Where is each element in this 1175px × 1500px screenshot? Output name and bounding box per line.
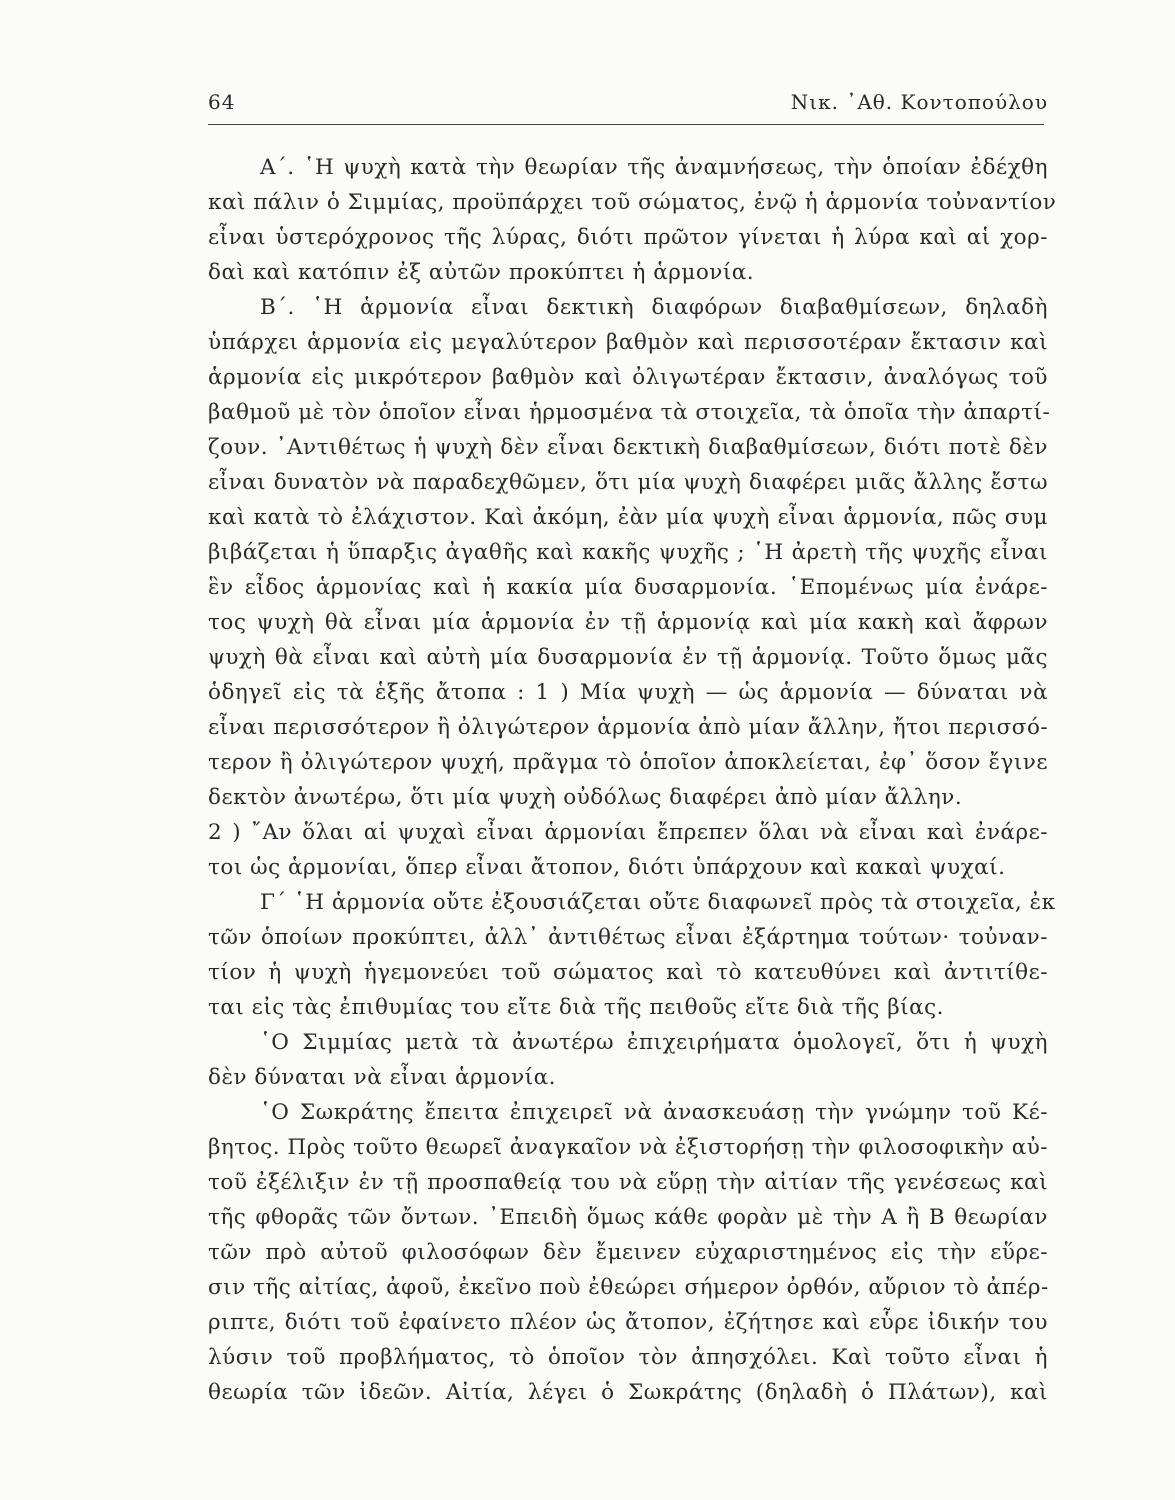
text-line: ὑπάρχει ἁρμονία εἰς μεγαλύτερον βαθμὸν καὶ περισσοτέραν ἔκτασιν καὶ [208,330,1048,355]
text-line: εἶναι ὑστερόχρονος τῆς λύρας, διότι πρῶτον γίνεται ἡ λύρα καὶ αἱ χορ- [208,225,1048,250]
text-line: σιν τῆς αἰτίας, ἀφοῦ, ἐκεῖνο ποὺ ἐθεώρει σήμερον ὀρθόν, αὔριον τὸ ἀπέρ- [208,1275,1049,1300]
text-line: ται εἰς τὰς ἐπιθυμίας του εἴτε διὰ τῆς πειθοῦς εἴτε διὰ τῆς βίας. [208,995,944,1020]
text-line: ζουν. ᾽Αντιθέτως ἡ ψυχὴ δὲν εἶναι δεκτικὴ διαβαθμίσεων, διότι ποτὲ δὲν [208,435,1048,460]
text-line: εἶναι δυνατὸν νὰ παραδεχθῶμεν, ὅτι μία ψυχὴ διαφέρει μιᾶς ἄλλης ἔστω [208,470,1048,495]
text-line: εἶναι περισσότερον ἢ ὀλιγώτερον ἁρμονία ἀπὸ μίαν ἄλλην, ἤτοι περισσό- [208,715,1049,740]
text-line: δὲν δύναται νὰ εἶναι ἁρμονία. [208,1065,556,1090]
text-line: ῾Ο Σιμμίας μετὰ τὰ ἀνωτέρω ἐπιχειρήματα ὁμολογεῖ, ὅτι ἡ ψυχὴ [260,1030,1048,1055]
text-line: βιβάζεται ἡ ὕπαρξις ἀγαθῆς καὶ κακῆς ψυχῆς ; ῾Η ἀρετὴ τῆς ψυχῆς εἶναι [208,540,1048,565]
text-line: τῆς φθορᾶς τῶν ὄντων. ᾽Επειδὴ ὅμως κάθε φορὰν μὲ τὴν Α ἢ Β θεωρίαν [208,1205,1048,1230]
text-line: Β΄. ῾Η ἁρμονία εἶναι δεκτικὴ διαφόρων διαβαθμίσεων, δηλαδὴ [260,295,1048,320]
text-line: δεκτὸν ἀνωτέρω, ὅτι μία ψυχὴ οὐδόλως διαφέρει ἀπὸ μίαν ἄλλην. [208,785,963,810]
text-line: τος ψυχὴ θὰ εἶναι μία ἁρμονία ἐν τῇ ἁρμονίᾳ καὶ μία κακὴ καὶ ἄφρων [208,610,1048,635]
text-line: ἓν εἶδος ἁρμονίας καὶ ἡ κακία μία δυσαρμονία. ῾Επομένως μία ἐνάρε- [208,575,1048,600]
text-line: καὶ κατὰ τὸ ἐλάχιστον. Καὶ ἀκόμη, ἐὰν μία ψυχὴ εἶναι ἁρμονία, πῶς συμ [208,505,1048,530]
text-line: βητος. Πρὸς τοῦτο θεωρεῖ ἀναγκαῖον νὰ ἐξιστορήσῃ τὴν φιλοσοφικὴν αὐ- [208,1135,1049,1160]
text-line: Α΄. ῾Η ψυχὴ κατὰ τὴν θεωρίαν τῆς ἀναμνήσεως, τὴν ὁποίαν ἐδέχθη [260,155,1048,180]
text-line: 2 ) ῎Αν ὅλαι αἱ ψυχαὶ εἶναι ἁρμονίαι ἔπρεπεν ὅλαι νὰ εἶναι καὶ ἐνάρε- [208,820,1048,845]
text-line: θεωρία τῶν ἰδεῶν. Αἰτία, λέγει ὁ Σωκράτης (δηλαδὴ ὁ Πλάτων), καὶ [208,1380,1048,1405]
text-line: Γ΄ ῾Η ἁρμονία οὔτε ἐξουσιάζεται οὔτε διαφωνεῖ πρὸς τὰ στοιχεῖα, ἐκ [260,890,1056,915]
page-number: 64 [208,90,236,114]
text-line: τῶν ὁποίων προκύπτει, ἀλλ᾽ ἀντιθέτως εἶναι ἐξάρτημα τούτων· τοὐναν- [208,925,1048,950]
text-line: τερον ἢ ὀλιγώτερον ψυχή, πρᾶγμα τὸ ὁποῖον ἀποκλείεται, ἐφ᾽ ὅσον ἔγινε [208,750,1048,775]
text-line: τίον ἡ ψυχὴ ἡγεμονεύει τοῦ σώματος καὶ τὸ κατευθύνει καὶ ἀντιτίθε- [208,960,1048,985]
text-line: ριπτε, διότι τοῦ ἐφαίνετο πλέον ὡς ἄτοπον, ἐζήτησε καὶ εὗρε ἰδικήν του [208,1310,1048,1335]
text-line: καὶ πάλιν ὁ Σιμμίας, προϋπάρχει τοῦ σώματος, ἐνῷ ἡ ἁρμονία τοὐναντίον [208,190,1057,215]
text-line: τῶν πρὸ αὐτοῦ φιλοσόφων δὲν ἔμεινεν εὐχαριστημένος εἰς τὴν εὕρε- [208,1240,1048,1265]
page-header [208,90,1048,120]
text-line: λύσιν τοῦ προβλήματος, τὸ ὁποῖον τὸν ἀπησχόλει. Καὶ τοῦτο εἶναι ἡ [208,1345,1048,1370]
text-line: ὁδηγεῖ εἰς τὰ ἑξῆς ἄτοπα : 1 ) Μία ψυχὴ — ὡς ἁρμονία — δύναται νὰ [208,680,1048,705]
running-head: Νικ. ᾽Αθ. Κοντοπούλου [790,90,1048,114]
text-line: δαὶ καὶ κατόπιν ἐξ αὐτῶν προκύπτει ἡ ἁρμονία. [208,260,755,285]
body-text [208,150,1057,1410]
text-line: βαθμοῦ μὲ τὸν ὁποῖον εἶναι ἡρμοσμένα τὰ στοιχεῖα, τὰ ὁποῖα τὴν ἀπαρτί- [208,400,1051,425]
text-line: ψυχὴ θὰ εἶναι καὶ αὐτὴ μία δυσαρμονία ἐν τῇ ἁρμονίᾳ. Τοῦτο ὅμως μᾶς [208,645,1048,670]
text-line: τοῦ ἐξέλιξιν ἐν τῇ προσπαθείᾳ του νὰ εὕρῃ τὴν αἰτίαν τῆς γενέσεως καὶ [208,1170,1048,1195]
header-rule [208,124,1044,125]
text-line: τοι ὡς ἁρμονίαι, ὅπερ εἶναι ἄτοπον, διότι ὑπάρχουν καὶ κακαὶ ψυχαί. [208,855,1006,880]
text-line: ῾Ο Σωκράτης ἔπειτα ἐπιχειρεῖ νὰ ἀνασκευάσῃ τὴν γνώμην τοῦ Κέ- [260,1100,1048,1125]
text-line: ἁρμονία εἰς μικρότερον βαθμὸν καὶ ὀλιγωτέραν ἔκτασιν, ἀναλόγως τοῦ [208,365,1048,390]
